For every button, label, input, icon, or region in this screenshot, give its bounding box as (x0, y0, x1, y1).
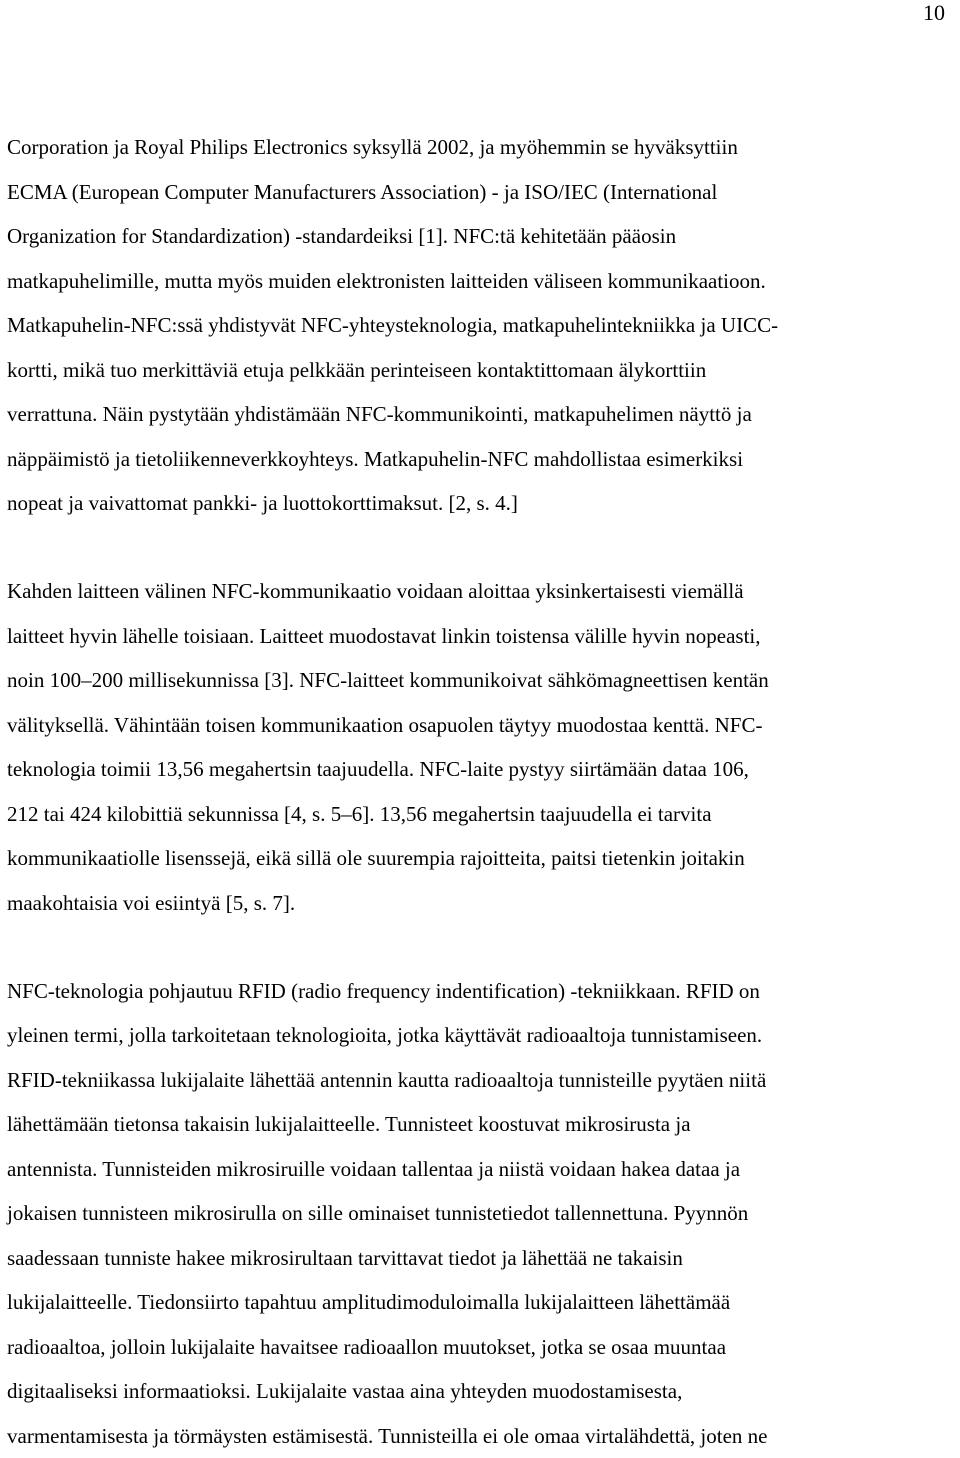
text-line: Kahden laitteen välinen NFC-kommunikaatio voidaan aloittaa yksinkertaisesti viemällä (7, 569, 957, 614)
text-line: yleinen termi, jolla tarkoitetaan teknologioita, jotka käyttävät radioaaltoja tunnistamiseen. (7, 1013, 957, 1058)
text-line: varmentamisesta ja törmäysten estämisestä. Tunnisteilla ei ole omaa virtalähdettä, joten ne (7, 1414, 957, 1458)
text-line: digitaaliseksi informaatioksi. Lukijalaite vastaa aina yhteyden muodostamisesta, (7, 1369, 957, 1414)
text-line: Corporation ja Royal Philips Electronics syksyllä 2002, ja myöhemmin se hyväksyttiin (7, 125, 957, 170)
text-line: kommunikaatiolle lisenssejä, eikä sillä ole suurempia rajoitteita, paitsi tietenkin joitakin (7, 836, 957, 881)
text-line: jokaisen tunnisteen mikrosirulla on sille ominaiset tunnistetiedot tallennettuna. Pyynnön (7, 1191, 957, 1236)
text-line: laitteet hyvin lähelle toisiaan. Laitteet muodostavat linkin toistensa välille hyvin nopeasti, (7, 614, 957, 659)
document-body (7, 125, 957, 1458)
text-line: RFID-tekniikassa lukijalaite lähettää antennin kautta radioaaltoja tunnisteille pyytäen niitä (7, 1058, 957, 1103)
text-line: matkapuhelimille, mutta myös muiden elektronisten laitteiden väliseen kommunikaatioon. (7, 259, 957, 304)
text-line: saadessaan tunniste hakee mikrosirultaan tarvittavat tiedot ja lähettää ne takaisin (7, 1236, 957, 1281)
text-line: ECMA (European Computer Manufacturers Association) - ja ISO/IEC (International (7, 170, 957, 215)
text-line: Organization for Standardization) -standardeiksi [1]. NFC:tä kehitetään pääosin (7, 214, 957, 259)
text-line: NFC-teknologia pohjautuu RFID (radio frequency indentification) -tekniikkaan. RFID on (7, 969, 957, 1014)
text-line: noin 100–200 millisekunnissa [3]. NFC-laitteet kommunikoivat sähkömagneettisen kentän (7, 658, 957, 703)
text-line: 212 tai 424 kilobittiä sekunnissa [4, s. 5–6]. 13,56 megahertsin taajuudella ei tarvita (7, 792, 957, 837)
page-number: 10 (923, 0, 945, 26)
paragraph (7, 969, 957, 1458)
text-line: antennista. Tunnisteiden mikrosiruille voidaan tallentaa ja niistä voidaan hakea dataa ja (7, 1147, 957, 1192)
text-line: nopeat ja vaivattomat pankki- ja luottokorttimaksut. [2, s. 4.] (7, 481, 957, 526)
text-line: lähettämään tietonsa takaisin lukijalaitteelle. Tunnisteet koostuvat mikrosirusta ja (7, 1102, 957, 1147)
text-line: välityksellä. Vähintään toisen kommunikaation osapuolen täytyy muodostaa kenttä. NFC- (7, 703, 957, 748)
text-line: Matkapuhelin-NFC:ssä yhdistyvät NFC-yhteysteknologia, matkapuhelintekniikka ja UICC- (7, 303, 957, 348)
text-line: kortti, mikä tuo merkittäviä etuja pelkkään perinteiseen kontaktittomaan älykorttiin (7, 348, 957, 393)
text-line: teknologia toimii 13,56 megahertsin taajuudella. NFC-laite pystyy siirtämään dataa 106, (7, 747, 957, 792)
paragraph (7, 125, 957, 526)
text-line: radioaaltoa, jolloin lukijalaite havaitsee radioaallon muutokset, jotka se osaa muuntaa (7, 1325, 957, 1370)
text-line: verrattuna. Näin pystytään yhdistämään NFC-kommunikointi, matkapuhelimen näyttö ja (7, 392, 957, 437)
text-line: maakohtaisia voi esiintyä [5, s. 7]. (7, 881, 957, 926)
text-line: lukijalaitteelle. Tiedonsiirto tapahtuu amplitudimoduloimalla lukijalaitteen lähettämää (7, 1280, 957, 1325)
paragraph (7, 569, 957, 925)
text-line: näppäimistö ja tietoliikenneverkkoyhteys. Matkapuhelin-NFC mahdollistaa esimerkiksi (7, 437, 957, 482)
